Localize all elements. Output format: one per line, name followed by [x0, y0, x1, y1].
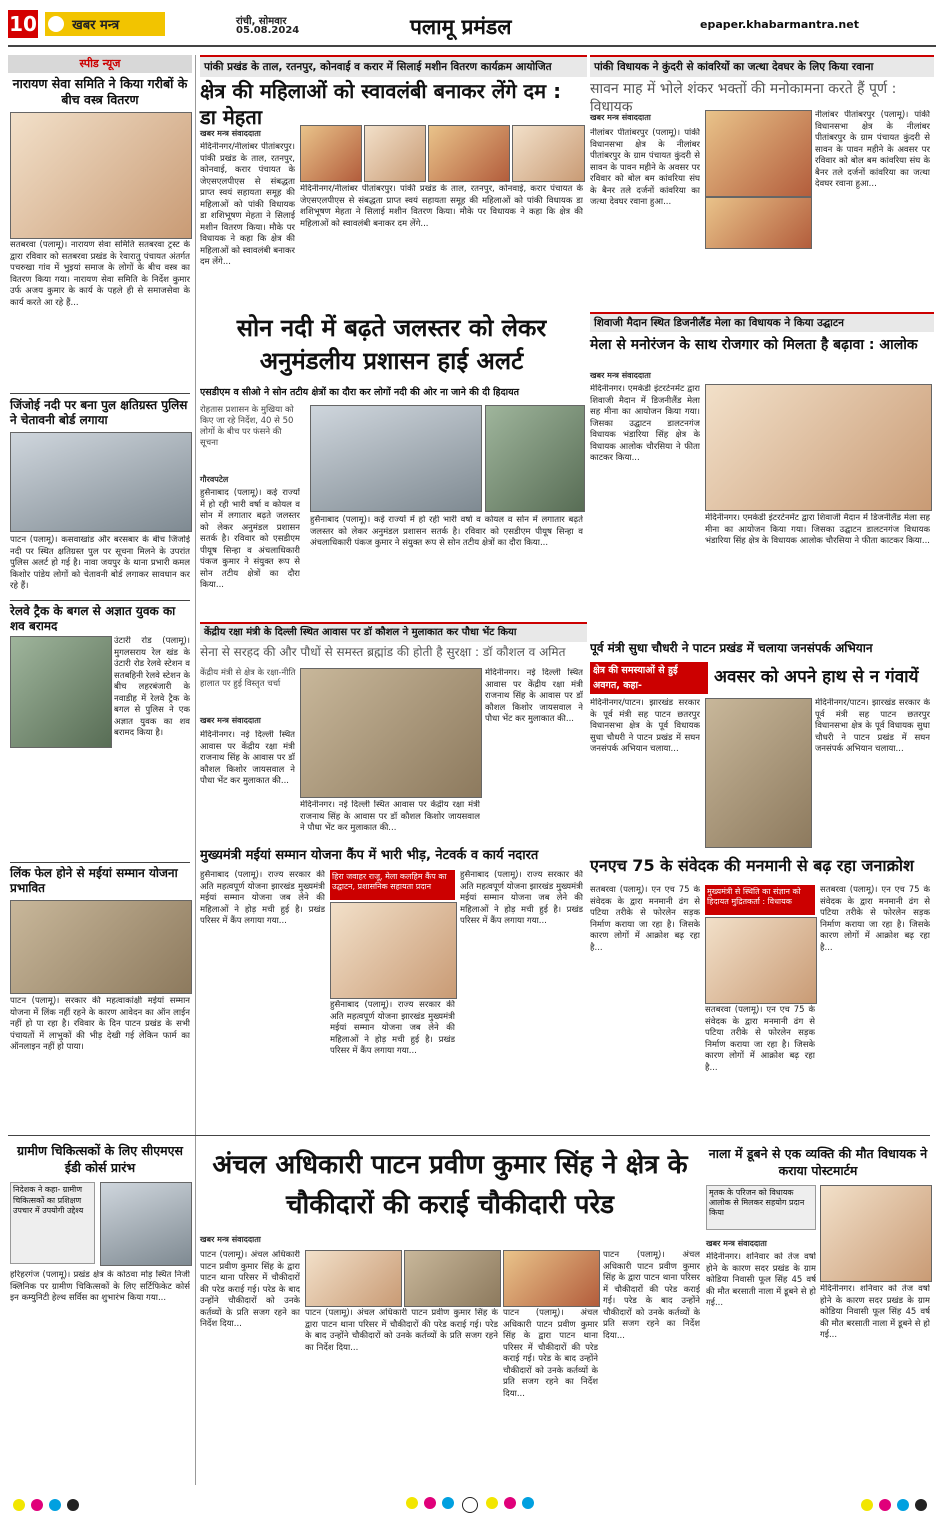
speed-3-photo	[10, 636, 112, 748]
story6-body-cont: मेदिनीनगर/पाटन। झारखंड सरकार के पूर्व मंत्री सह पाटन छतरपुर विधानसभा क्षेत्र के पूर्व विधायक सुधा चौधरी ने पाटन प्रखंड में सघन जनसंपर्क अभियान चलाया...	[815, 698, 930, 754]
story1-kicker: पांकी प्रखंड के ताल, रतनपुर, कोनवाई व करार में सिलाई मशीन वितरण कार्यक्रम आयोजित	[200, 55, 587, 77]
story7-body: हुसैनाबाद (पलामू)। राज्य सरकार की अति महत्वपूर्ण योजना झारखंड मुख्यमंत्री मईयां सम्मान योजना जब लेने की महिलाओं ने होड़ मची हुई है। प्रखंड परिसर में कैंप लगाया गया...	[200, 870, 325, 926]
speed-3-body: उंटारी रोड (पलामू)। मुगलसराय रेल खंड के उंटारी रोड रेलवे स्टेशन व सतबहिनी रेलवे स्टेशन के बीच लहरबंजारी के नवाडीह में रेलवे ट्रैक के बगल से पुलिस ने एक अज्ञात युवक का शव बरामद किया है।	[114, 636, 190, 738]
story6-body: मेदिनीनगर/पाटन। झारखंड सरकार के पूर्व मंत्री सह पाटन छतरपुर विधानसभा क्षेत्र के पूर्व विधायक सुधा चौधरी ने पाटन प्रखंड में सघन जनसंपर्क अभियान चलाया...	[590, 698, 700, 754]
story1-byline: खबर मन्त्र संवाददाता	[200, 129, 261, 138]
color-registration-right	[810, 1496, 930, 1510]
story1-photo-4	[512, 125, 585, 182]
speed-3-headline: रेलवे ट्रैक के बगल से अज्ञात युवक का शव बरामद	[10, 604, 176, 633]
story11-body: मेदिनीनगर। शनिवार को तेज वर्षा होने के कारण सदर प्रखंड के ग्राम कोडिया निवासी फूल सिंह 45 वर्ष की मौत बरसाती नाला में डूबने से हो गई...	[706, 1252, 816, 1308]
crosshair-mark	[360, 1494, 580, 1510]
story11-byline: खबर मन्त्र संवाददाता	[706, 1239, 767, 1248]
story1-body: मेदिनीनगर/नीलांबर पीतांबरपुर। पांकी प्रखंड के ताल, रतनपुर, कोनवाई, करार पंचायत के जेएसएलपीएस से संबद्धता प्राप्त स्वयं सहायता समूह की महिलाओं को पांकी विधायक डा शशिभूषण मेहता ने सिलाई मशीन वितरण किया। मौके पर विधायक ने कहा कि क्षेत्र की महिलाओं को स्वावलंबी बनाकर दम लेंगे...	[200, 142, 295, 267]
column-rule	[195, 55, 196, 1485]
story9-body: हरिहरगंज (पलामू)। प्रखंड क्षेत्र के कोठवा मोड़ स्थित निजी क्लिनिक पर ग्रामीण चिकित्सकों के लिए सर्टिफिकेट कोर्स इन कम्युनिटी हेल्थ सर्विस का शुभारंभ किया गया...	[10, 1270, 190, 1303]
story6-kicker: पूर्व मंत्री सुधा चौधरी ने पाटन प्रखंड में चलाया जनसंपर्क अभियान	[590, 641, 873, 655]
story7-body-cont2: हुसैनाबाद (पलामू)। राज्य सरकार की अति महत्वपूर्ण योजना झारखंड मुख्यमंत्री मईयां सम्मान योजना जब लेने की महिलाओं ने होड़ मची हुई है। प्रखंड परिसर में कैंप लगाया गया...	[460, 870, 583, 926]
divider	[10, 393, 190, 394]
story11-headline: नाला में डूबने से एक व्यक्ति की मौत विधायक ने कराया पोस्टमार्टम	[708, 1146, 928, 1178]
story1-body-cont: मेदिनीनगर/नीलांबर पीतांबरपुर। पांकी प्रखंड के ताल, रतनपुर, कोनवाई, करार पंचायत के जेएसएलपीएस से संबद्धता प्राप्त स्वयं सहायता समूह की महिलाओं को पांकी विधायक डा शशिभूषण मेहता ने सिलाई मशीन वितरण किया। मौके पर विधायक ने कहा कि क्षेत्र की महिलाओं को स्वावलंबी बनाकर दम लेंगे...	[300, 184, 583, 229]
story10-body-cont: पाटन (पलामू)। अंचल अधिकारी पाटन प्रवीण कुमार सिंह के द्वारा पाटन थाना परिसर में चौकीदारों की परेड कराई गई। परेड के बाद उन्होंने चौकीदारों को उनके कर्तव्यों के प्रति सजग रहने का निर्देश दिया...	[305, 1308, 498, 1353]
story3-body: हुसैनाबाद (पलामू)। कई राज्यों में हो रही भारी वर्षा व कोयल व सोन में लगातार बढ़ते जलस्तर को लेकर अनुमंडल प्रशासन सतर्क है। रविवार को एसडीएम पीयूष सिन्हा व अंचलाधिकारी पंकज कुमार ने संयुक्त रूप से सोन तटीय क्षेत्रों का दौरा किया...	[200, 488, 300, 590]
story10-photo-2	[404, 1250, 501, 1307]
story10-headline: अंचल अधिकारी पाटन प्रवीण कुमार सिंह ने क्षेत्र के चौकीदारों की कराई चौकीदारी परेड	[212, 1150, 688, 1220]
page-number: 10	[9, 12, 37, 36]
story5-byline: खबर मन्त्र संवाददाता	[200, 716, 261, 725]
issue-date: 05.08.2024	[236, 25, 300, 36]
story5-kicker: केंद्रीय रक्षा मंत्री के दिल्ली स्थित आवास पर डॉ कौशल ने मुलाकात कर पौधा भेंट किया	[200, 622, 587, 642]
brand-name: खबर मन्त्र	[72, 18, 120, 33]
story6-tag: क्षेत्र की समस्याओं से हुई अवगत, कहा-	[590, 662, 708, 694]
color-registration-left	[10, 1496, 130, 1510]
story10-body-cont3: पाटन (पलामू)। अंचल अधिकारी पाटन प्रवीण कुमार सिंह के द्वारा पाटन थाना परिसर में चौकीदारों की परेड कराई गई। परेड के बाद उन्होंने चौकीदारों को उनके कर्तव्यों के प्रति सजग रहने का निर्देश दिया...	[603, 1250, 700, 1341]
story7-caption: हिरा जवाहर राजू, मेला कलहिम कैंप का उद्घाटन, प्रशासनिक सहायता प्रदान	[330, 870, 455, 900]
story11-body-cont: मेदिनीनगर। शनिवार को तेज वर्षा होने के कारण सदर प्रखंड के ग्राम कोडिया निवासी फूल सिंह 45 वर्ष की मौत बरसाती नाला में डूबने से हो गई...	[820, 1284, 930, 1340]
brand-bar	[45, 12, 165, 36]
story1-photo-3	[428, 125, 510, 182]
story4-body: मेदिनीनगर। एमकेडी इंटरटेनमेंट द्वारा शिवाजी मैदान में डिजनीलैंड मेला सह मीना का आयोजन किया गया। जिसका उद्घाटन डालटनगंज विधायक भंडारिया सिंह क्षेत्र के विधायक आलोक चौरसिया ने फीता काटकर किया...	[590, 384, 700, 463]
speed-1-headline: नारायण सेवा समिति ने किया गरीबों के बीच वस्त्र वितरण	[12, 76, 188, 107]
story6-headline: अवसर को अपने हाथ से न गंवायें	[714, 667, 919, 687]
story1-photo-2	[364, 125, 426, 182]
story8-body-cont: सतबरवा (पलामू)। एन एच 75 के संवेदक के द्वारा मनमानी ढंग से पटिया तरीके से फोरलेन सड़क निर्माण कराया जा रहा है। जिसके कारण लोगों में आक्रोश बढ़ रहा है...	[705, 1005, 815, 1073]
story5-body: मेदिनीनगर। नई दिल्ली स्थित आवास पर केंद्रीय रक्षा मंत्री राजनाथ सिंह के आवास पर डॉ कौशल किशोर जायसवाल ने पौधा भेंट कर मुलाकात की...	[200, 730, 295, 786]
story3-pull: रोहतास प्रशासन के मुखिया को किए जा रहे निर्देश, 40 से 50 लोगों के बीच पर फंसने की सूचना	[200, 405, 294, 448]
speed-1-photo	[10, 112, 192, 239]
story2-headline: सावन माह में भोले शंकर भक्तों की मनोकामना करते हैं पूर्ण : विधायक	[590, 81, 897, 115]
speed-4-body: पाटन (पलामू)। सरकार की महत्वाकांक्षी मईयां सम्मान योजना में लिंक नहीं रहने के कारण आवेदन का ऑन लाईन नहीं हो पा रहा है। रविवार के दिन पाटन प्रखंड के सभी पंचायतों में लाभुकों की भीड़ देखी गई लेकिन फार्म का ऑनलाइन नहीं हो पाया।	[10, 996, 190, 1052]
story5-photo	[300, 668, 482, 798]
story5-headline: सेना से सरहद की और पौधों से समस्त ब्रह्मांड की होती है सुरक्षा : डॉ कौशल व अमित	[200, 645, 566, 659]
section-title: पलामू प्रमंडल	[410, 15, 512, 39]
story8-body-cont2: सतबरवा (पलामू)। एन एच 75 के संवेदक के द्वारा मनमानी ढंग से पटिया तरीके से फोरलेन सड़क निर्माण कराया जा रहा है। जिसके कारण लोगों में आक्रोश बढ़ रहा है...	[820, 885, 930, 953]
story10-photo-3	[503, 1250, 600, 1307]
story3-body-cont: हुसैनाबाद (पलामू)। कई राज्यों में हो रही भारी वर्षा व कोयल व सोन में लगातार बढ़ते जलस्तर को लेकर अनुमंडल प्रशासन सतर्क है। रविवार को एसडीएम पीयूष सिन्हा व अंचलाधिकारी पंकज कुमार ने संयुक्त रूप से सोन तटीय क्षेत्रों का दौरा किया...	[310, 515, 583, 548]
story10-body: पाटन (पलामू)। अंचल अधिकारी पाटन प्रवीण कुमार सिंह के द्वारा पाटन थाना परिसर में चौकीदारों की परेड कराई गई। परेड के बाद उन्होंने चौकीदारों को उनके कर्तव्यों के प्रति सजग रहने का निर्देश दिया...	[200, 1250, 300, 1329]
story8-body: सतबरवा (पलामू)। एन एच 75 के संवेदक के द्वारा मनमानी ढंग से पटिया तरीके से फोरलेन सड़क निर्माण कराया जा रहा है। जिसके कारण लोगों में आक्रोश बढ़ रहा है...	[590, 885, 700, 953]
speed-4-photo	[10, 900, 192, 994]
divider	[10, 862, 190, 863]
story8-headline: एनएच 75 के संवेदक की मनमानी से बढ़ रहा जनाक्रोश	[590, 856, 914, 875]
story10-body-cont2: पाटन (पलामू)। अंचल अधिकारी पाटन प्रवीण कुमार सिंह के द्वारा पाटन थाना परिसर में चौकीदारों की परेड कराई गई। परेड के बाद उन्होंने चौकीदारों को उनके कर्तव्यों के प्रति सजग रहने का निर्देश दिया...	[503, 1308, 598, 1399]
story10-photo-1	[305, 1250, 402, 1307]
story2-photo-2	[705, 197, 812, 249]
story7-body-cont: हुसैनाबाद (पलामू)। राज्य सरकार की अति महत्वपूर्ण योजना झारखंड मुख्यमंत्री मईयां सम्मान योजना जब लेने की महिलाओं ने होड़ मची हुई है। प्रखंड परिसर में कैंप लगाया गया...	[330, 1000, 455, 1056]
story8-caption: मुख्यमंत्री से स्थिति का संज्ञान को हिदायत मुद्रितकर्ता : विधायक	[705, 885, 815, 915]
story7-photo	[330, 902, 457, 999]
speed-2-photo	[10, 432, 192, 532]
story7-headline: मुख्यमंत्री मईयां सम्मान योजना कैंप में भारी भीड़, नेटवर्क व कार्य नदारत	[200, 848, 539, 863]
story11-caption: मृतक के परिजन को विधायक आलोक से मिलकर सहयोग प्रदान किया	[706, 1185, 816, 1230]
story2-body: नीलांबर पीतांबरपुर (पलामू)। पांकी विधानसभा क्षेत्र के नीलांबर पीतांबरपुर के ग्राम पंचायत कुंदरी से सावन के पावन महीने के अवसर पर रविवार को बोल बम कांवरिया संघ के बैनर तले दर्जनों कांवरिया का जत्था देवघर रवाना हुआ...	[590, 128, 700, 207]
story4-kicker: शिवाजी मैदान स्थित डिजनीलैंड मेला का विधायक ने किया उद्घाटन	[590, 312, 934, 332]
speed-1-body: सतबरवा (पलामू)। नारायण सेवा समिति सतबरवा ट्रस्ट के द्वारा रविवार को सतबरवा प्रखंड के रेवारातु पंचायत अंतर्गत पचरुखा गांव में भुइयां समाज के लोगों के बीच वस्त्र का वितरण किया गया। नारायण सेवा समिति के निर्देश कुमार उर्फ अजय कुमार के कार्य के पहले ही से समाजसेवा के कार्य करते आ रहे हैं...	[10, 240, 190, 308]
city-day: रांची, सोमवार	[236, 16, 287, 27]
story6-photo	[705, 698, 812, 848]
site-url[interactable]: epaper.khabarmantra.net	[700, 18, 859, 31]
story5-body-cont2: मेदिनीनगर। नई दिल्ली स्थित आवास पर केंद्रीय रक्षा मंत्री राजनाथ सिंह के आवास पर डॉ कौशल किशोर जायसवाल ने पौधा भेंट कर मुलाकात की...	[300, 800, 480, 833]
story5-body-cont: मेदिनीनगर। नई दिल्ली स्थित आवास पर केंद्रीय रक्षा मंत्री राजनाथ सिंह के आवास पर डॉ कौशल किशोर जायसवाल ने पौधा भेंट कर मुलाकात की...	[485, 668, 583, 724]
story10-byline: खबर मन्त्र संवाददाता	[200, 1235, 261, 1244]
story4-headline: मेला से मनोरंजन के साथ रोजगार को मिलता है बढ़ावा : आलोक	[590, 337, 918, 353]
masthead-rule	[8, 45, 936, 47]
story3-headline: सोन नदी में बढ़ते जलस्तर को लेकर अनुमंडलीय प्रशासन हाई अलर्ट	[236, 314, 547, 375]
story3-photo-1	[310, 405, 482, 512]
story8-photo	[705, 917, 817, 1004]
story1-photo-1	[300, 125, 362, 182]
story3-kicker: एसडीएम व सीओ ने सोन तटीय क्षेत्रों का दौरा कर लोगों नदी की ओर ना जाने की दी हिदायत	[200, 387, 520, 398]
story3-byline: गौरवपटेल	[200, 475, 229, 484]
registration-target-icon	[462, 1497, 478, 1513]
story5-pull: केंद्रीय मंत्री से क्षेत्र के रक्षा-नीति हालात पर हुई विस्तृत चर्चा	[200, 668, 296, 689]
story2-body-cont: नीलांबर पीतांबरपुर (पलामू)। पांकी विधानसभा क्षेत्र के नीलांबर पीतांबरपुर के ग्राम पंचायत कुंदरी से सावन के पावन महीने के अवसर पर रविवार को बोल बम कांवरिया संघ के बैनर तले दर्जनों कांवरिया का जत्था देवघर रवाना हुआ...	[815, 110, 930, 189]
speed-2-headline: जिंजोई नदी पर बना पुल क्षतिग्रस्त पुलिस ने चेतावनी बोर्ड लगाया	[10, 398, 188, 427]
story9-headline: ग्रामीण चिकित्सकों के लिए सीएमएस ईडी कोर्स प्रारंभ	[17, 1143, 183, 1175]
speed-news-label: स्पीड न्यूज	[8, 55, 192, 73]
speed-4-headline: लिंक फेल होने से मईयां सम्मान योजना प्रभावित	[10, 866, 178, 895]
story9-caption: निदेशक ने कहा- ग्रामीण चिकित्सकों का प्रशिक्षण उपचार में उपयोगी उद्देश्य	[10, 1182, 95, 1264]
divider	[10, 600, 190, 601]
story4-byline: खबर मन्त्र संवाददाता	[590, 371, 651, 380]
story9-photo	[100, 1182, 192, 1266]
story1-headline: क्षेत्र की महिलाओं को स्वावलंबी बनाकर लेंगे दम : डा मेहता	[200, 79, 562, 129]
story2-kicker: पांकी विधायक ने कुंदरी से कांवरियों का जत्था देवघर के लिए किया रवाना	[590, 55, 934, 77]
story4-body-cont: मेदिनीनगर। एमकेडी इंटरटेनमेंट द्वारा शिवाजी मैदान में डिजनीलैंड मेला सह मीना का आयोजन किया गया। जिसका उद्घाटन डालटनगंज विधायक भंडारिया सिंह क्षेत्र के विधायक आलोक चौरसिया ने फीता काटकर किया...	[705, 513, 930, 546]
story4-photo	[705, 384, 932, 511]
story2-photo-1	[705, 110, 812, 197]
brand-logo-icon	[48, 16, 64, 32]
story2-byline: खबर मन्त्र संवाददाता	[590, 113, 651, 122]
section-rule	[8, 1135, 930, 1136]
story3-photo-2	[485, 405, 585, 512]
story11-photo	[820, 1185, 932, 1282]
speed-2-body: पाटन (पलामू)। कसवाखांड और बरसबार के बीच जिंजोई नदी पर स्थित क्षतिग्रस्त पुल पर सूचना मिलने के उपरांत पुलिस अलर्ट हो गई है। नावा जयपुर के थाना प्रभारी कमल किशोर पांडेय लोगों को चेतावनी बोर्ड लगाकर सावधान कर रहे हैं।	[10, 535, 190, 591]
